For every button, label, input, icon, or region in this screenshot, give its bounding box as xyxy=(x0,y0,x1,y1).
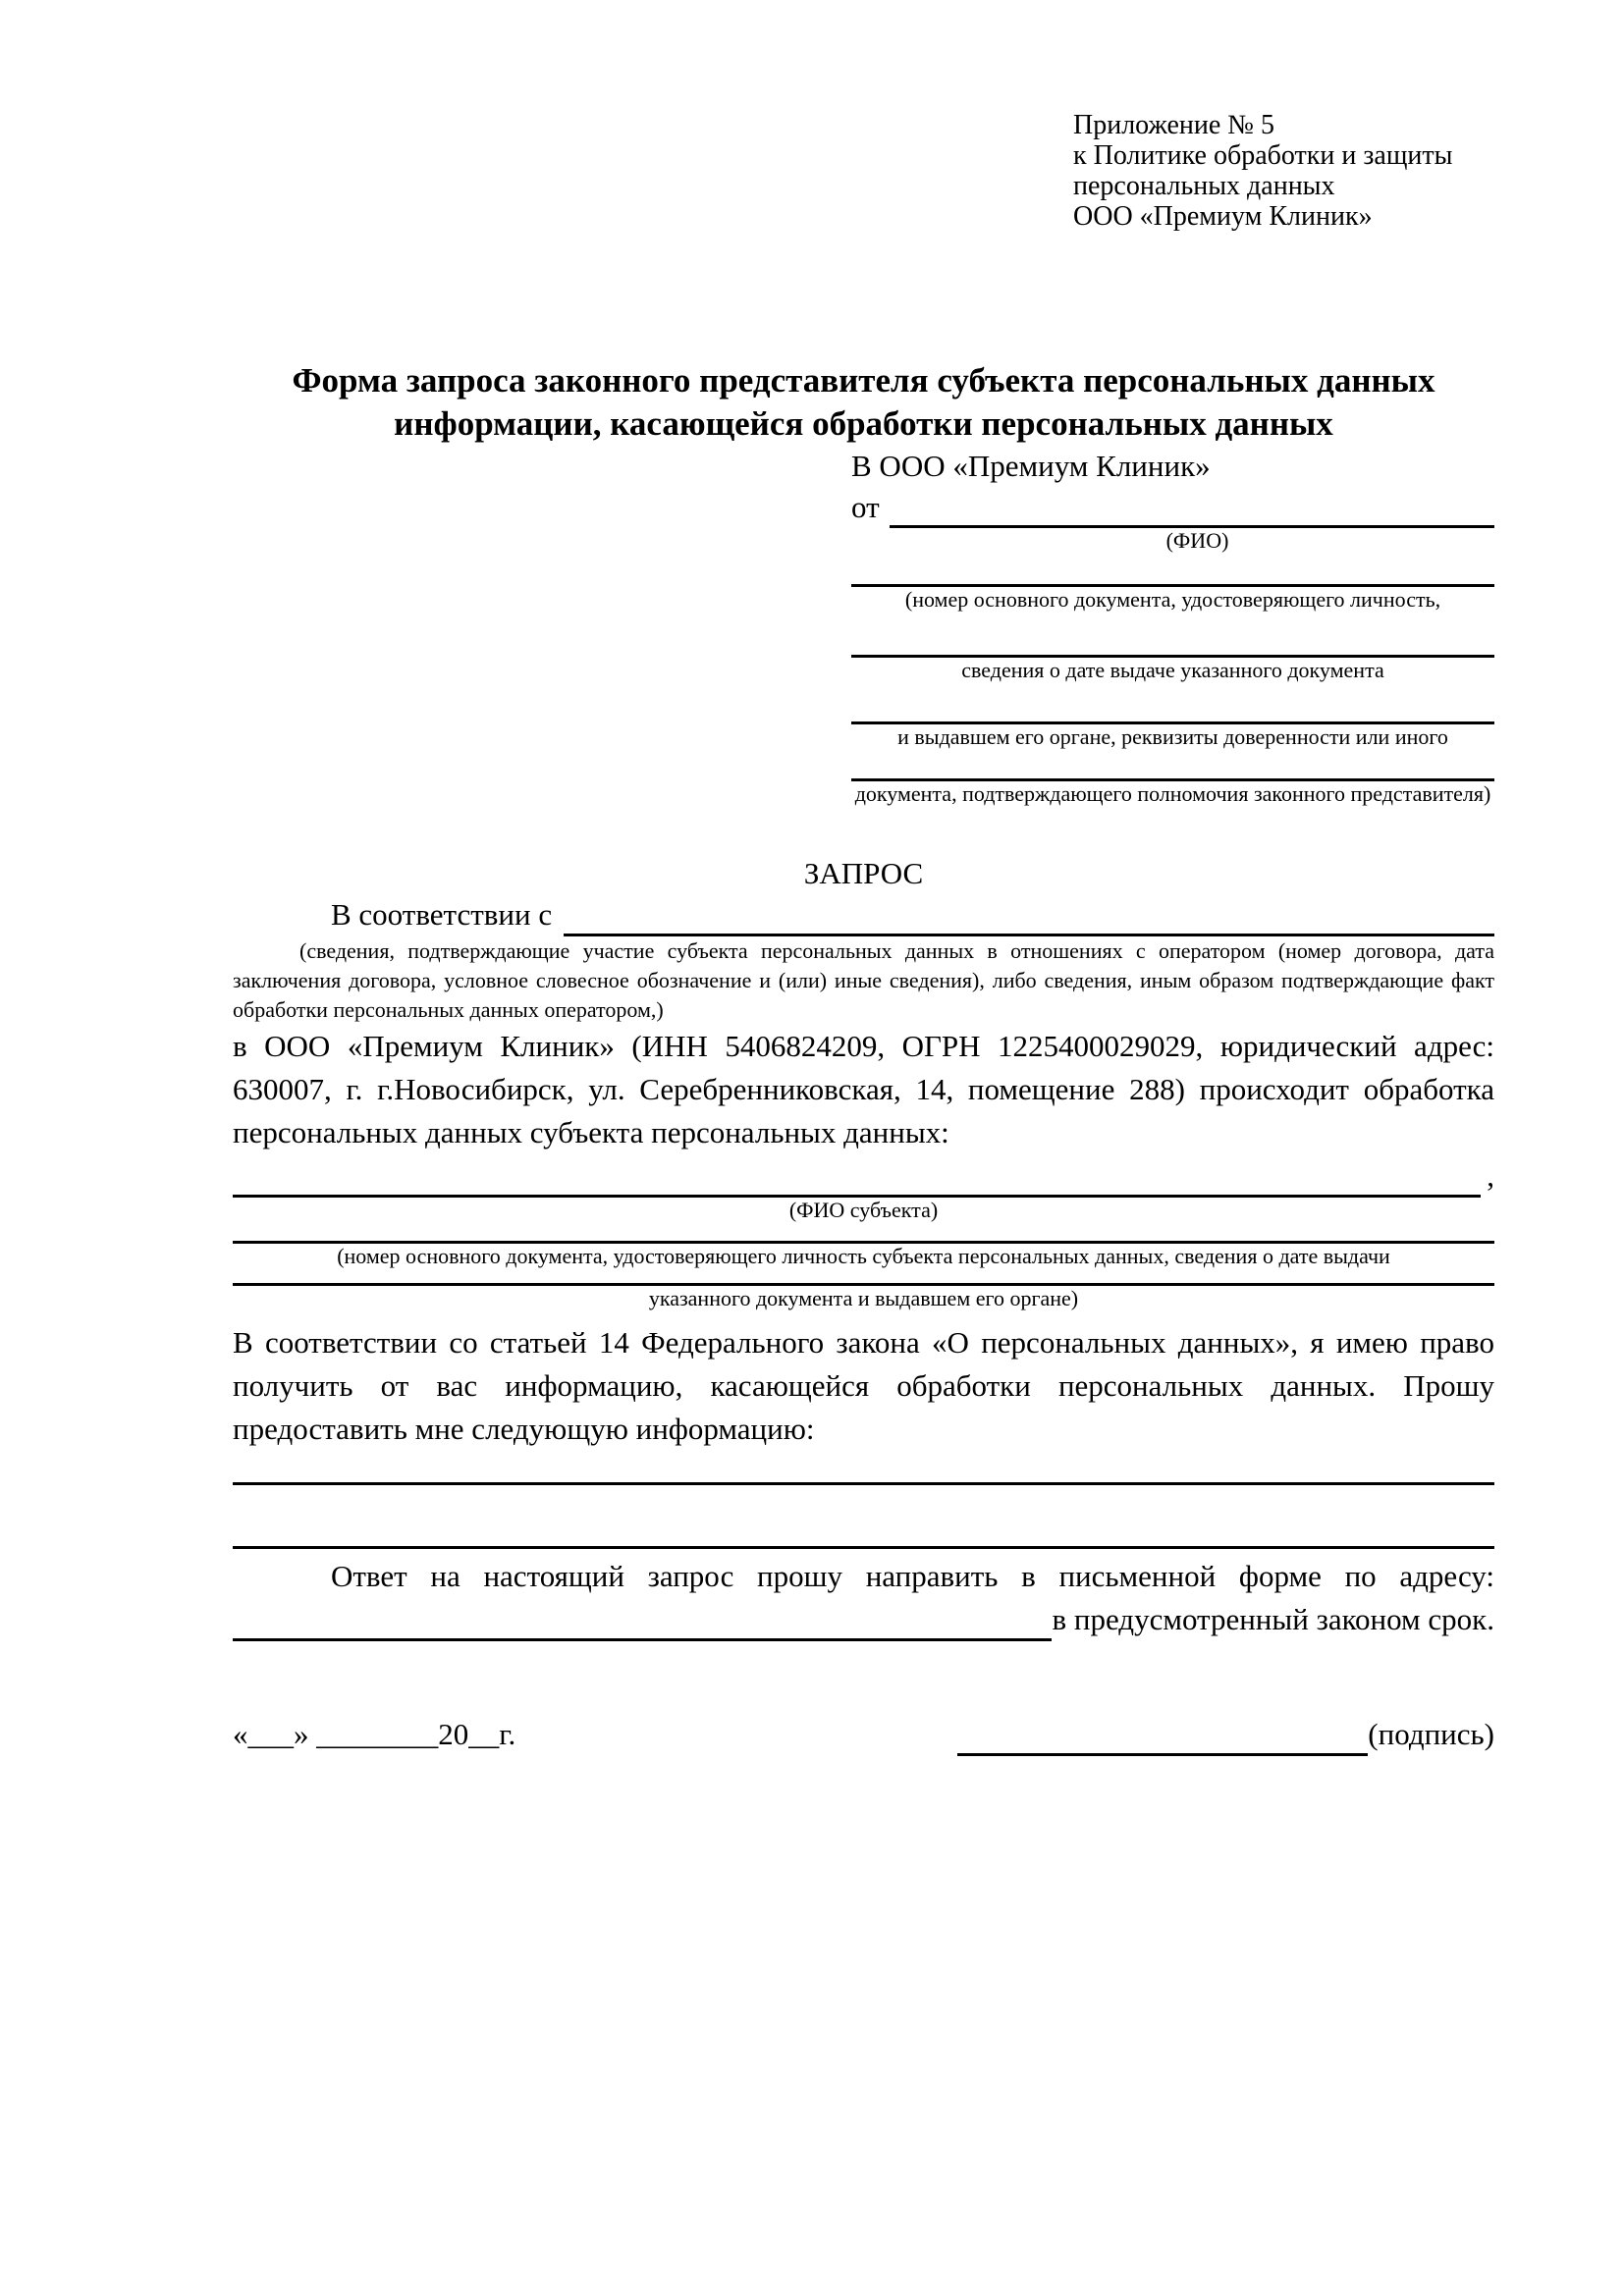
fill-line-caption: и выдавшем его органе, реквизиты доверенности или иного xyxy=(897,724,1448,749)
document-fill-line xyxy=(851,683,1494,724)
subject-doc-caption: указанного документа и выдавшем его органе) xyxy=(648,1286,1079,1310)
from-label: от xyxy=(851,490,880,524)
according-note: (сведения, подтверждающие участие субъекта персональных данных в отношениях с оператором (номер договора, дата заключения договора, условное словесное обозначение и (или) иные сведения), либо сведения, иным образом подтверждающие факт обработки персональных данных оператором,) xyxy=(233,938,1494,1022)
document-title-line: информации, касающейся обработки персональных данных xyxy=(394,404,1333,443)
date-signature-row xyxy=(233,1713,1494,1756)
appendix-line: персональных данных xyxy=(1073,171,1335,201)
document-fill-line xyxy=(233,1451,1494,1485)
from-row xyxy=(851,487,1494,528)
document-fill-line xyxy=(233,1269,1494,1286)
subject-doc-caption: (номер основного документа, удостоверяющего личность субъекта персональных данных, сведения о дате выдачи xyxy=(337,1244,1390,1268)
date-blank: «___» ________20__г. xyxy=(233,1717,516,1751)
appendix-line: Приложение № 5 xyxy=(1073,110,1274,140)
signature-fill-line xyxy=(957,1714,1368,1756)
operator-paragraph: в ООО «Премиум Клиник» (ИНН 5406824209, ОГРН 1225400029029, юридический адрес: 630007, г. г.Новосибирск, ул. Серебренниковская, 14, помещение 288) происходит обработка персональных данных субъекта персональных данных: xyxy=(233,1029,1494,1149)
addressee-to: В ООО «Премиум Клиник» xyxy=(851,449,1211,483)
signature-caption: (подпись) xyxy=(1368,1717,1494,1751)
according-fill-line xyxy=(564,894,1494,936)
comma-mark: , xyxy=(1487,1158,1494,1193)
appendix-line: к Политике обработки и защиты xyxy=(1073,140,1453,171)
addressee-block xyxy=(851,446,1494,807)
signature-group xyxy=(957,1713,1494,1756)
request-heading: ЗАПРОС xyxy=(803,856,924,890)
document-fill-line xyxy=(851,554,1494,587)
from-fill-line xyxy=(890,487,1494,528)
fill-line-caption: документа, подтверждающего полномочия законного представителя) xyxy=(854,781,1491,806)
appendix-line: ООО «Премиум Клиник» xyxy=(1073,201,1373,232)
document-title xyxy=(233,359,1494,446)
appendix-block xyxy=(1073,110,1494,232)
document-fill-line xyxy=(233,1485,1494,1549)
subject-fio-row xyxy=(233,1154,1494,1198)
according-label: В соответствии с xyxy=(331,897,553,932)
subject-fio-caption: (ФИО субъекта) xyxy=(788,1198,939,1222)
subject-fio-fill-line xyxy=(233,1155,1481,1198)
document-fill-line xyxy=(233,1223,1494,1244)
reply-paragraph: Ответ на настоящий запрос прошу направить в письменной форме по адресу: xyxy=(331,1559,1494,1593)
law-paragraph: В соответствии со статьей 14 Федерального закона «О персональных данных», я имею право получить от вас информацию, касающейся обработки персональных данных. Прошу предоставить мне следующую информацию: xyxy=(233,1325,1494,1446)
fill-line-caption: сведения о дате выдаче указанного документа xyxy=(961,658,1384,682)
reply-address-fill-line xyxy=(233,1599,1052,1641)
document-fill-line xyxy=(851,613,1494,658)
fio-caption: (ФИО) xyxy=(1165,528,1229,553)
document-title-line: Форма запроса законного представителя субъекта персональных данных xyxy=(292,361,1435,400)
reply-tail: в предусмотренный законом срок. xyxy=(1052,1602,1494,1636)
reply-address-row xyxy=(233,1598,1494,1641)
document-fill-line xyxy=(851,750,1494,781)
according-row xyxy=(233,893,1494,936)
fill-line-caption: (номер основного документа, удостоверяющего личность, xyxy=(904,587,1441,612)
